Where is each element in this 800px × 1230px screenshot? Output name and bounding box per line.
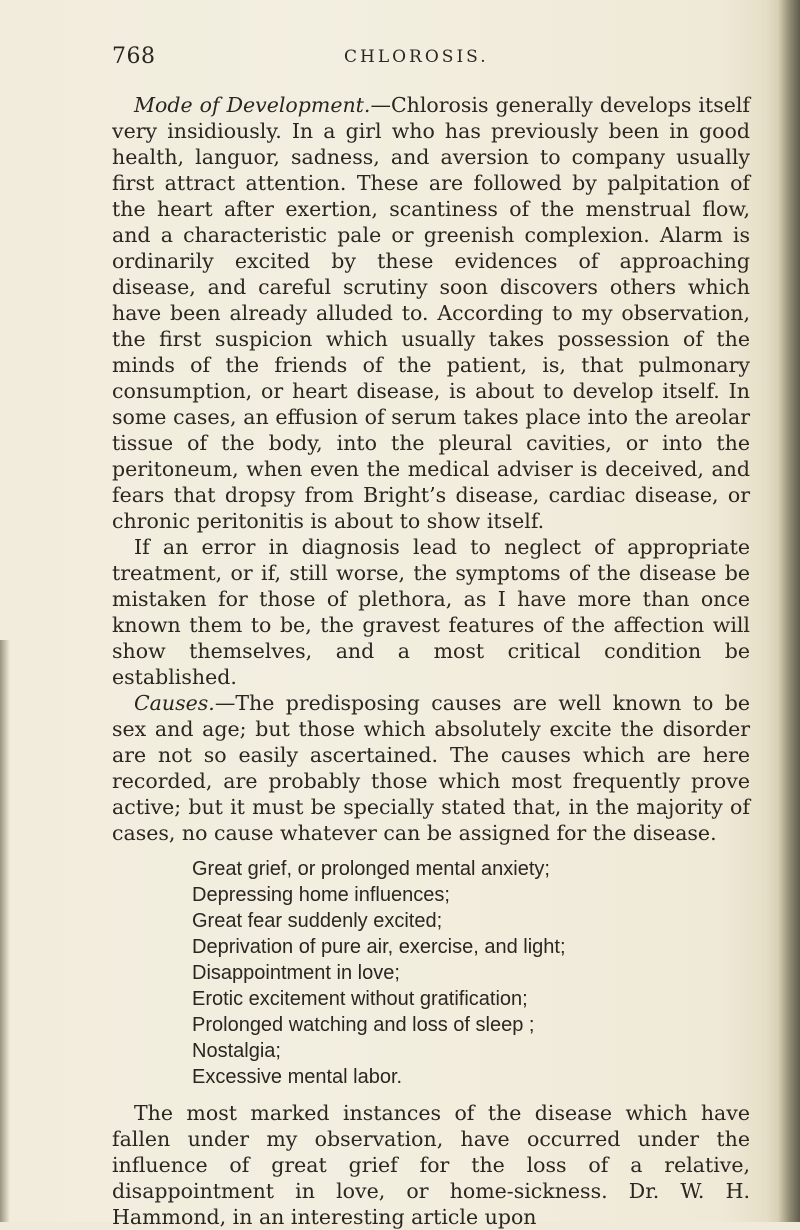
list-item: Depressing home influences; [192, 884, 450, 906]
page-left-shadow [0, 640, 10, 1222]
paragraph-diagnosis-error [112, 534, 750, 690]
paragraph-closing: The most marked instances of the disease which have fallen under my observation, have occurred under the influence of great grief for the loss of a relative, disappointment in love, or home-sickness. Dr. W. H. Hammond, in an interesting article upon [112, 1101, 750, 1229]
page-number: 768 [112, 44, 156, 69]
paragraph-text: If an error in diagnosis lead to neglect of appropriate treatment, or if, still worse, the symptoms of the disease be mistaken for those of plethora, as I have more than once known them to be, the gravest features of the affection will show themselves, and a most critical condition be established. [112, 535, 750, 689]
paragraph-causes [112, 690, 750, 846]
list-item: Excessive mental labor. [192, 1066, 403, 1088]
list-item: Prolonged watching and loss of sleep ; [192, 1014, 535, 1036]
list-item: Disappointment in love; [192, 962, 400, 984]
paragraph-text: —Chlorosis generally develops itself very insidiously. In a girl who has previously been in good health, languor, sadness, and aversion to company usually first attract attention. These are followed by palpitation of the heart after exertion, scantiness of the menstrual flow, and a characteristic pale or greenish complexion. Alarm is ordinarily excited by these evidences of approaching disease, and careful scrutiny soon discovers others which have been already alluded to. According to my observation, the first suspicion which usually takes possession of the minds of the friends of the patient, is, that pulmonary consumption, or heart disease, is about to develop itself. In some cases, an effusion of serum takes place into the areolar tissue of the body, into the pleural cavities, or into the peritoneum, when even the medical adviser is deceived, and fears that dropsy from Bright’s disease, cardiac disease, or chronic peritonitis is about to show itself. [112, 93, 750, 533]
list-item: Great fear suddenly excited; [192, 910, 443, 932]
page-gutter-shadow [766, 0, 800, 1222]
inline-heading-causes: Causes. [134, 691, 215, 715]
list-item: Deprivation of pure air, exercise, and light; [192, 936, 566, 958]
list-item: Great grief, or prolonged mental anxiety; [192, 858, 550, 880]
inline-heading-mode-of-development: Mode of Development. [134, 93, 371, 117]
paragraph-text: —The predisposing causes are well known to be sex and age; but those which absolutely excite the disorder are not so easily ascertained. The causes which are here recorded, are probably those which most frequently prove active; but it must be specially stated that, in the majority of cases, no cause whatever can be assigned for the disease. [112, 691, 750, 845]
list-item: Erotic excitement without gratification; [192, 988, 528, 1010]
list-item: Nostalgia; [192, 1040, 281, 1062]
paragraph-mode-of-development [112, 92, 750, 534]
running-title: CHLOROSIS. [344, 47, 489, 67]
body-text [112, 92, 750, 1230]
causes-list [112, 856, 750, 1090]
running-head [112, 44, 752, 74]
